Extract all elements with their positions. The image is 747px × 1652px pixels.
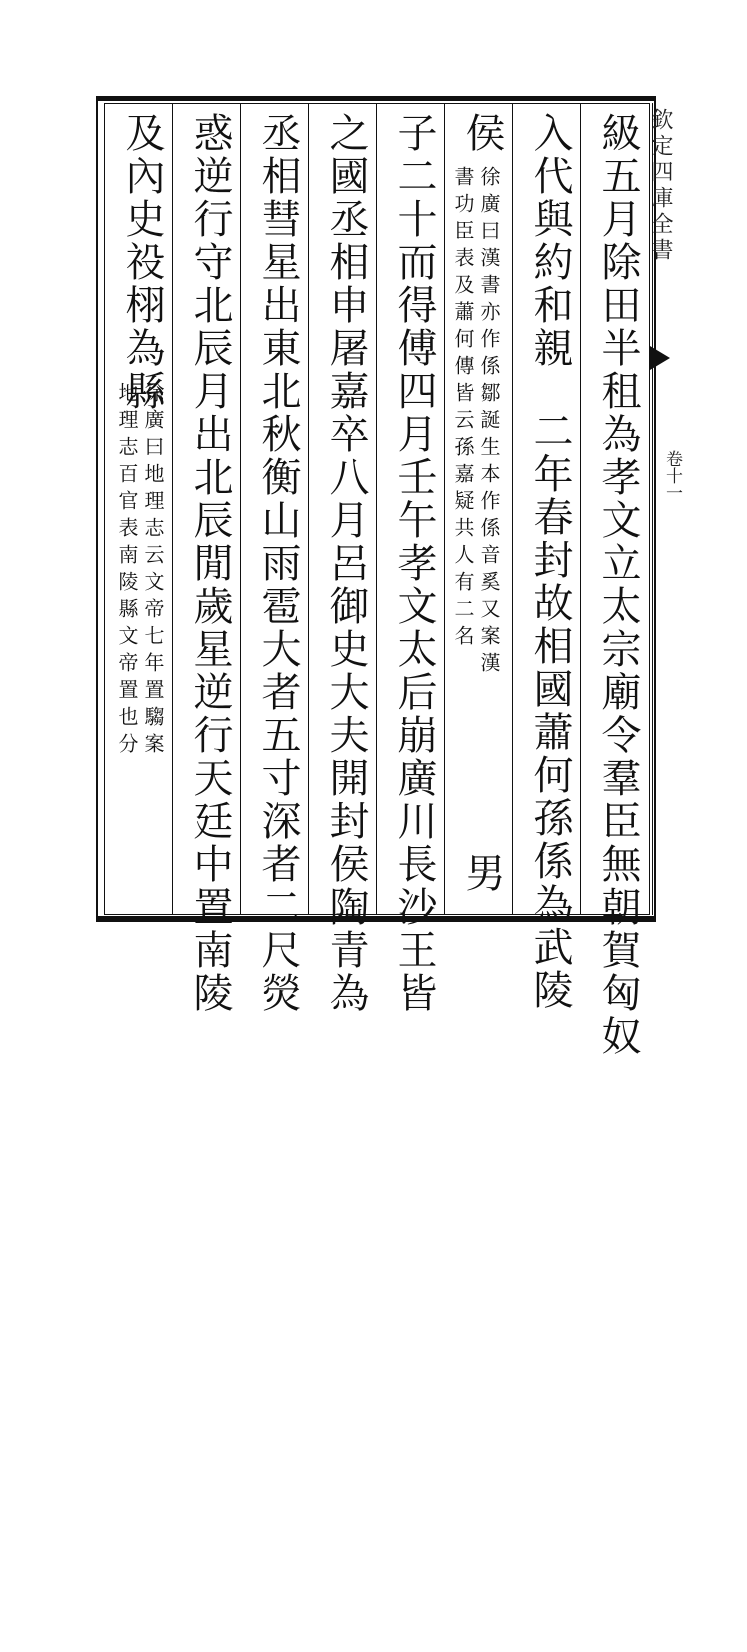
text-column-3-end bbox=[452, 852, 512, 1652]
column-divider bbox=[580, 103, 581, 915]
commentary-text: 書功臣表及蕭何傳皆云孫嘉疑共人有二名 bbox=[451, 166, 475, 652]
commentary-right bbox=[140, 382, 166, 1182]
text-column-7 bbox=[180, 112, 240, 1015]
column-divider bbox=[240, 103, 241, 915]
commentary-text: 地理志百官表南陵縣文帝置也分 bbox=[115, 382, 139, 760]
column-text: 二年春封故相國蕭何孫係為武陵 bbox=[527, 410, 573, 1012]
column-text: 惑逆行守北辰月出北辰閒歲星逆行天廷中置南陵 bbox=[187, 112, 233, 1015]
running-title: 欽定四庫全書 bbox=[648, 108, 673, 264]
frame-top-rule bbox=[96, 96, 656, 101]
commentary-left bbox=[114, 382, 140, 1182]
text-column-6 bbox=[248, 112, 308, 1015]
commentary-text: 徐廣曰地理志云文帝七年置騶案 bbox=[141, 382, 165, 760]
commentary-text: 徐廣曰漢書亦作係鄒誕生本作係音奚又案漢 bbox=[477, 166, 501, 679]
column-text: 丞相彗星出東北秋衡山雨雹大者五寸深者二尺熒 bbox=[255, 112, 301, 1015]
text-column-2 bbox=[520, 112, 580, 1012]
column-divider bbox=[512, 103, 513, 915]
column-text: 子二十而得傅四月壬午孝文太后崩廣川長沙王皆 bbox=[391, 112, 437, 1015]
column-text: 級五月除田半租為孝文立太宗廟令羣臣無朝賀匈奴 bbox=[595, 112, 641, 1058]
text-column-1 bbox=[588, 112, 648, 1058]
fishtail-mark bbox=[650, 346, 670, 370]
commentary-right bbox=[476, 166, 502, 966]
column-text: 及內史祋栩為縣 bbox=[119, 112, 165, 413]
juan-label: 卷十一 bbox=[662, 450, 682, 501]
commentary-left bbox=[450, 166, 476, 966]
column-text: 男 bbox=[459, 852, 505, 895]
column-divider bbox=[172, 103, 173, 915]
column-divider bbox=[376, 103, 377, 915]
column-text: 之國丞相申屠嘉卒八月呂御史大夫開封侯陶青為 bbox=[323, 112, 369, 1015]
column-text: 入代與約和親 bbox=[527, 112, 573, 370]
text-column-5 bbox=[316, 112, 376, 1015]
column-divider bbox=[444, 103, 445, 915]
column-text: 侯 bbox=[459, 112, 505, 155]
text-column-4 bbox=[384, 112, 444, 1015]
column-divider bbox=[308, 103, 309, 915]
